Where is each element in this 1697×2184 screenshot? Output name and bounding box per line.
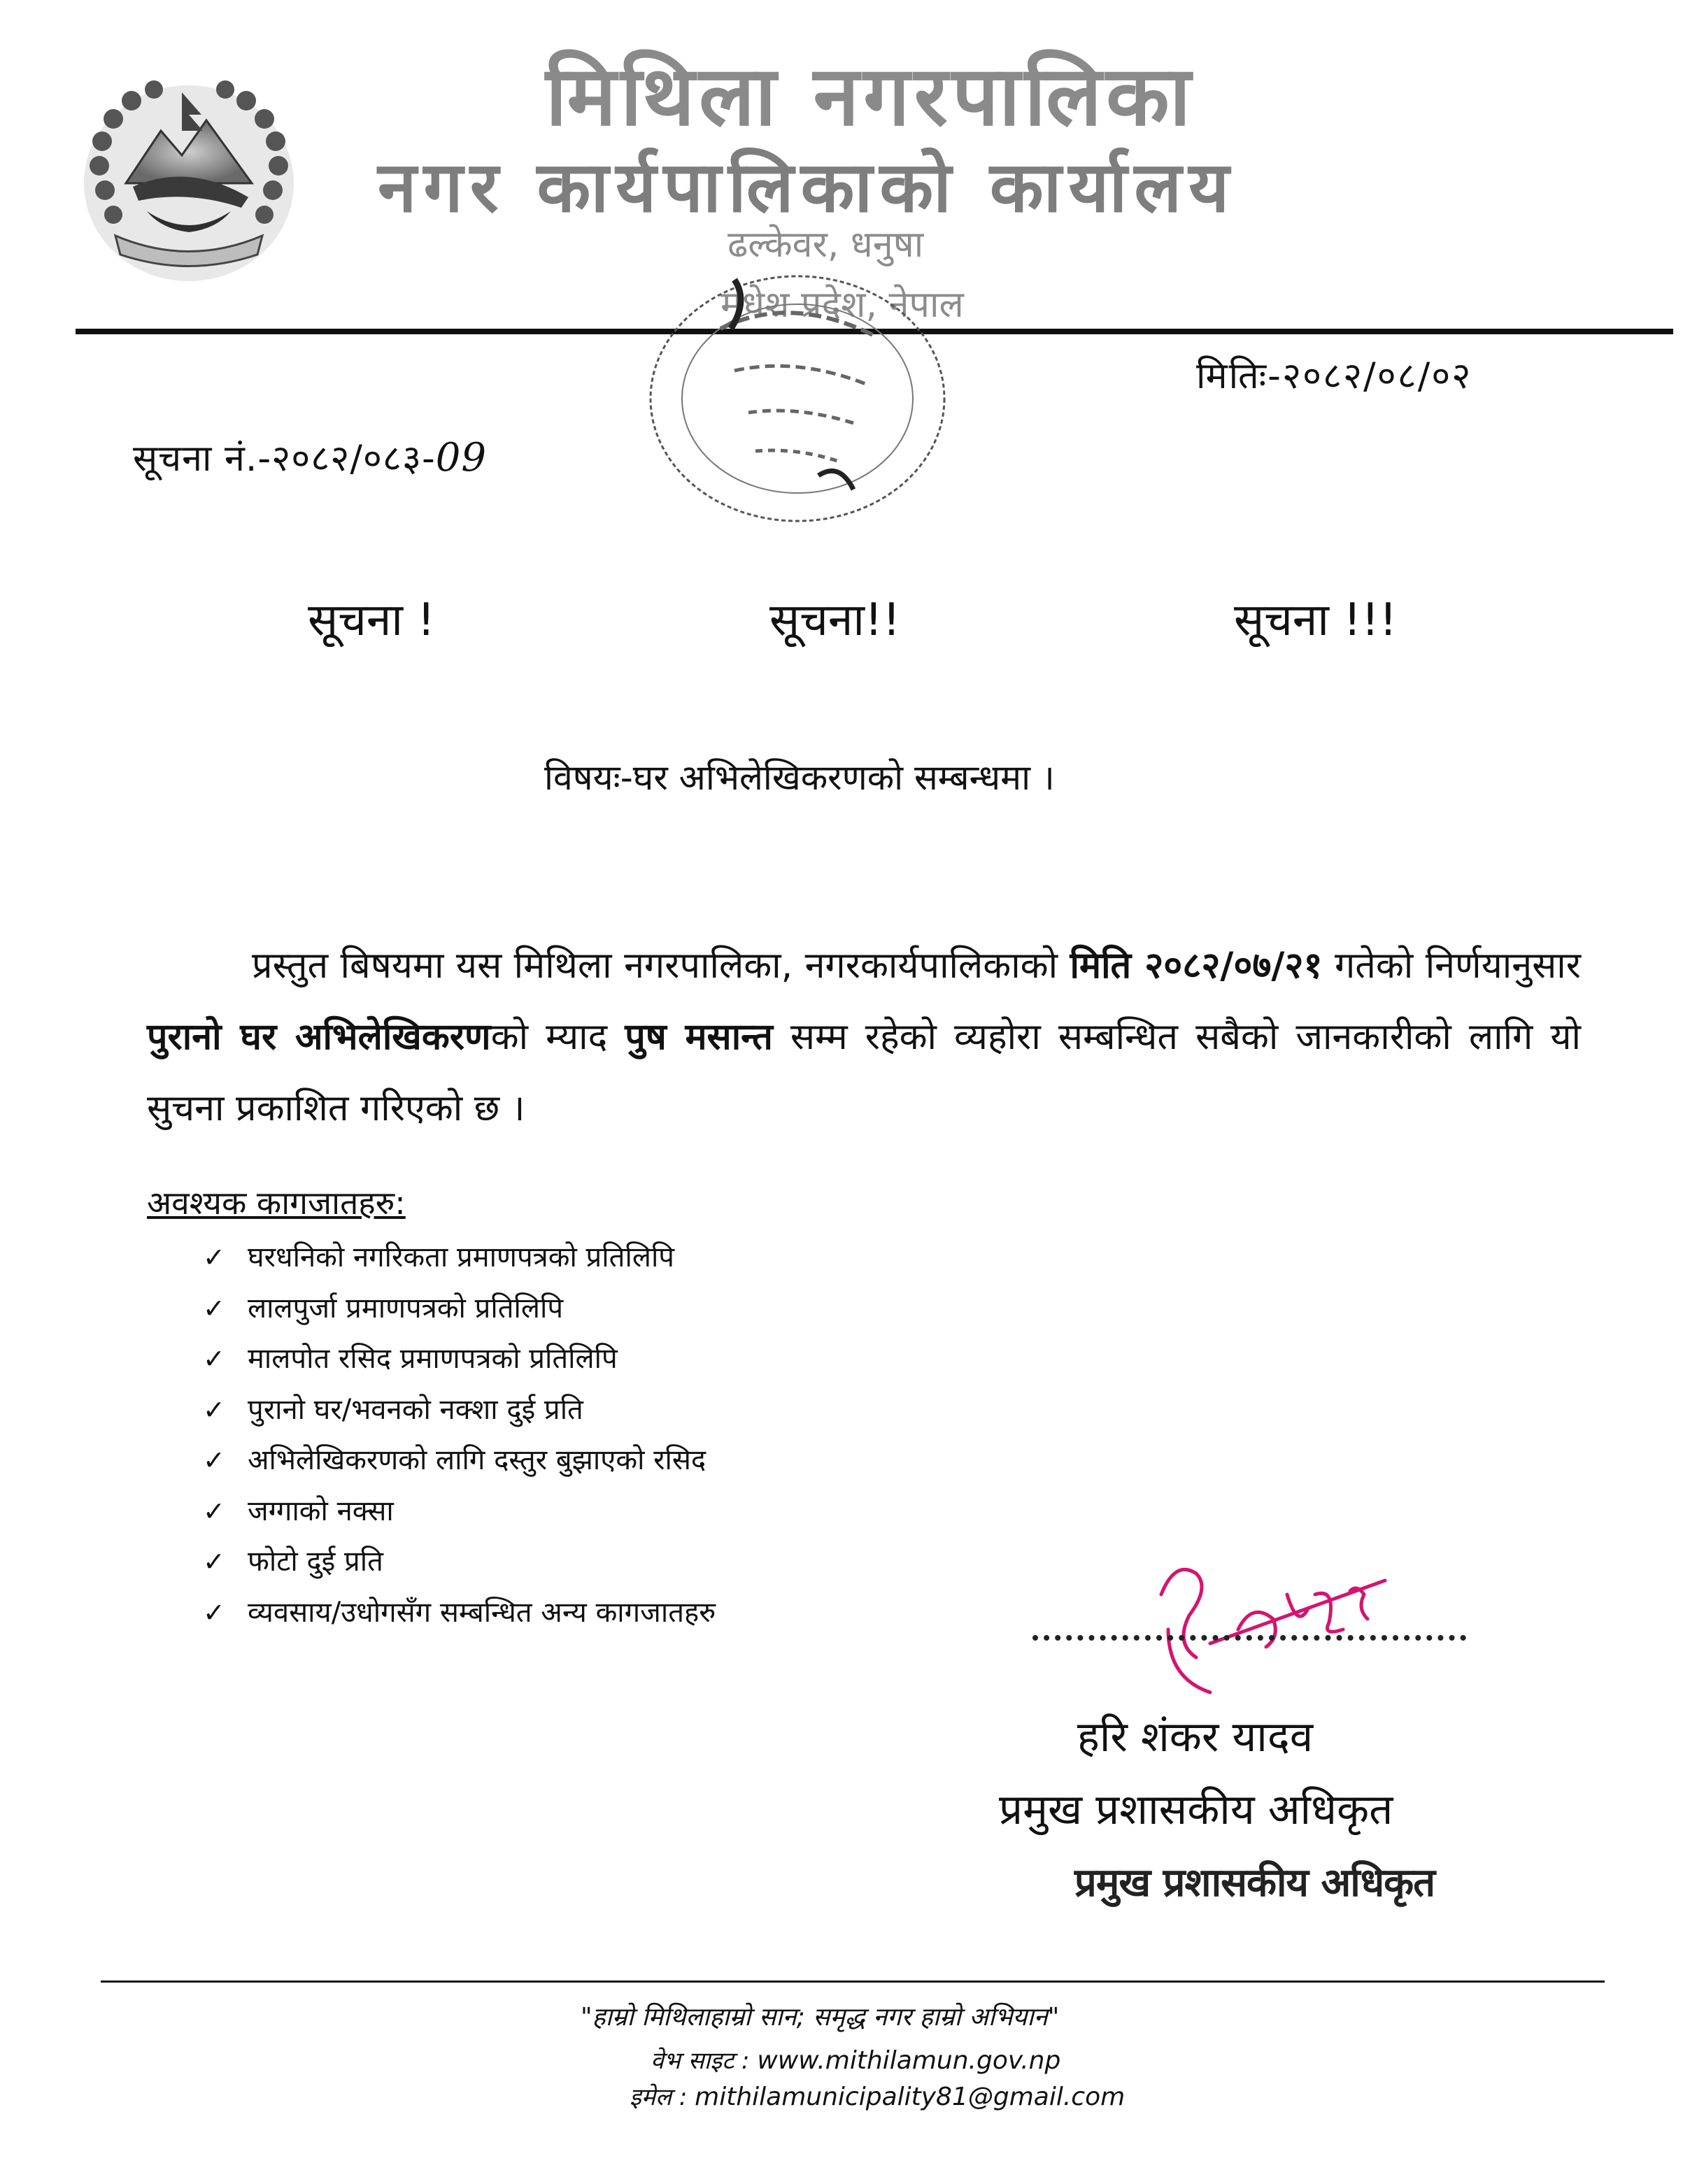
list-item: ✓ मालपोत रसिद प्रमाणपत्रको प्रतिलिपि [203,1334,716,1385]
email-link[interactable]: mithilamunicipality81@gmail.com [695,2083,1126,2111]
footer-divider [101,1980,1605,1983]
requirements-list [203,1232,716,1638]
signer-title: प्रमुख प्रशासकीय अधिकृत [999,1785,1393,1834]
check-icon: ✓ [203,1343,225,1374]
notice-body [147,930,1581,1144]
notice-number-printed: सूचना नं.-२०८२/०८३- [133,438,436,480]
body-part-1: प्रस्तुत बिषयमा यस मिथिला नगरपालिका, नगरकार्यपालिकाको [252,945,1070,987]
official-stamp-icon [609,252,972,531]
signer-name: हरि शंकर यादव [1077,1713,1314,1762]
address-line-2: मधेश प्रदेश, नेपाल [720,284,964,326]
notice-date: मितिः-२०८२/०८/०२ [1196,355,1472,397]
requirements-heading: अवश्यक कागजातहरु: [147,1184,406,1222]
website-label: वेभ साइट : [651,2047,750,2075]
address-line-1: ढल्केवर, धनुषा [727,224,924,266]
check-icon: ✓ [203,1495,225,1527]
website-link[interactable]: www.mithilamun.gov.np [757,2046,1061,2075]
footer-email [630,2080,1125,2112]
list-item: ✓ अभिलेखिकरणको लागि दस्तुर बुझाएको रसिद [203,1435,716,1486]
body-decision-date: मिति २०८२/०७/२१ [1070,945,1323,987]
check-icon: ✓ [203,1445,225,1476]
check-icon: ✓ [203,1394,225,1425]
notice-heading-1: सूचना ! [308,594,435,646]
list-item: ✓ व्यवसाय/उधोगसँग सम्बन्धित अन्य कागजातहरु [203,1587,716,1639]
signature-line [1032,1635,1466,1641]
list-item: ✓ पुरानो घर/भवनको नक्शा दुई प्रति [203,1385,716,1436]
body-part-7: सम्म रहेको व्यहोरा सम्बन्धित सबैको जानकारीको लागि यो सुचना प्रकाशित गरिएको छ । [147,1016,1581,1129]
signer-title-stamp: प्रमुख प्रशासकीय अधिकृत [1074,1860,1435,1906]
list-item: ✓ फोटो दुई प्रति [203,1536,716,1587]
list-item: ✓ जग्गाको नक्सा [203,1486,716,1537]
check-icon: ✓ [203,1597,225,1628]
list-item: ✓ घरधनिको नगरिकता प्रमाणपत्रको प्रतिलिपि [203,1232,716,1283]
notice-heading-3: सूचना !!! [1234,594,1398,646]
body-deadline: पुष मसान्त [625,1016,773,1058]
municipality-title: मिथिला नगरपालिका [546,48,1195,144]
email-label: इमेल : [630,2083,688,2111]
notice-number-handwritten: 09 [435,435,488,480]
handwritten-signature-icon [1147,1553,1399,1713]
body-old-house-record: पुरानो घर अभिलेखिकरण [147,1016,491,1058]
check-icon: ✓ [203,1546,225,1577]
footer-website [651,2043,1060,2076]
office-title: नगर कार्यपालिकाको कार्यालय [378,146,1237,228]
body-part-5: को म्याद [490,1016,625,1058]
subject-line: विषयः-घर अभिलेखिकरणको सम्बन्धमा । [544,757,1055,798]
check-icon: ✓ [203,1292,225,1324]
footer-motto: "हाम्रो मिथिलाहाम्रो सान; समृद्ध नगर हाम्रो अभियान" [581,2003,1060,2032]
check-icon: ✓ [203,1242,225,1273]
notice-number [133,432,487,482]
notice-heading-2: सूचना!! [769,594,901,646]
nepal-emblem-icon [77,64,301,288]
list-item: ✓ लालपुर्जा प्रमाणपत्रको प्रतिलिपि [203,1283,716,1334]
body-part-3: गतेको निर्णयानुसार [1322,945,1582,987]
